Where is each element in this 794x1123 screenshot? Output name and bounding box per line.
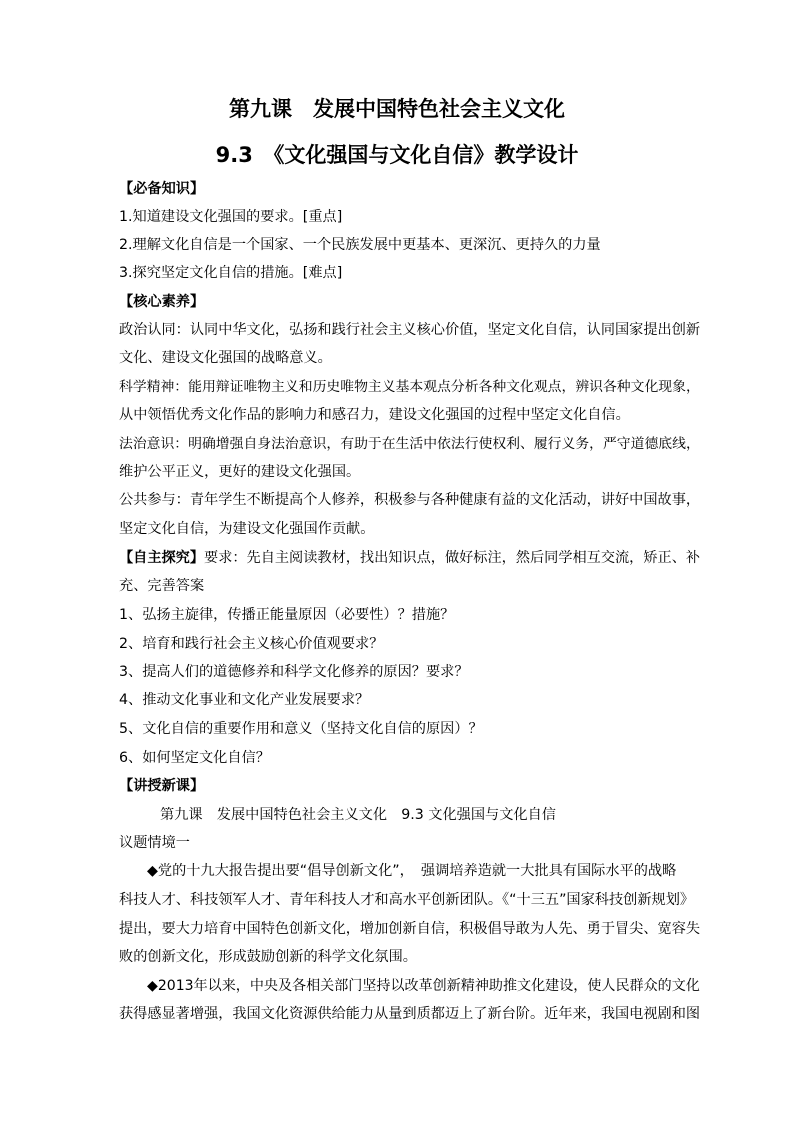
core-line-5: 法治意识：明确增强自身法治意识，有助于在生活中依法行使权利、履行义务，严守道德底线， <box>119 436 700 452</box>
scenario-label: 议题情境一 <box>119 835 190 851</box>
paragraph-1-line-4: 败的创新文化，形成鼓励创新的科学文化氛围。 <box>119 949 417 965</box>
self-study-requirement: 要求：先自主阅读教材，找出知识点，做好标注，然后同学相互交流，矫正、补 <box>204 550 701 566</box>
lecture-heading: 【讲授新课】 <box>119 778 205 794</box>
lesson-title: 第九课 发展中国特色社会主义文化 <box>229 97 565 121</box>
question-5: 5、文化自信的重要作用和意义（坚持文化自信的原因）？ <box>119 721 483 737</box>
question-3: 3、提高人们的道德修养和科学文化修养的原因？要求？ <box>119 664 469 680</box>
lecture-subtitle: 第九课 发展中国特色社会主义文化 9.3 文化强国与文化自信 <box>160 807 556 823</box>
question-6: 6、如何坚定文化自信？ <box>119 750 270 766</box>
core-line-8: 坚定文化自信，为建设文化强国作贡献。 <box>119 521 375 537</box>
core-literacy-heading: 【核心素养】 <box>119 294 205 310</box>
core-line-2: 文化、建设文化强国的战略意义。 <box>119 350 332 366</box>
paragraph-2-line-2: 获得感显著增强，我国文化资源供给能力从量到质都迈上了新台阶。近年来，我国电视剧和图 <box>119 1006 701 1022</box>
paragraph-2-line-1: ◆2013年以来，中央及各相关部门坚持以改革创新精神助推文化建设，使人民群众的文化 <box>147 978 700 994</box>
core-line-1: 政治认同：认同中华文化，弘扬和践行社会主义核心价值，坚定文化自信，认同国家提出创新 <box>119 322 701 338</box>
paragraph-1-line-3: 提出，要大力培育中国特色创新文化，增加创新自信，积极倡导敢为人先、勇于冒尖、宽容失 <box>119 921 701 937</box>
question-1: 1、弘扬主旋律，传播正能量原因（必要性）？措施？ <box>119 607 455 623</box>
core-line-3: 科学精神：能用辩证唯物主义和历史唯物主义基本观点分析各种文化观点，辨识各种文化现象， <box>119 379 700 395</box>
required-item-3: 3.探究坚定文化自信的措施。[难点] <box>119 265 343 281</box>
required-item-2: 2.理解文化自信是一个国家、一个民族发展中更基本、更深沉、更持久的力量 <box>119 237 601 253</box>
core-line-4: 从中领悟优秀文化作品的影响力和感召力，建设文化强国的过程中坚定文化自信。 <box>119 407 630 423</box>
required-item-1: 1.知道建设文化强国的要求。[重点] <box>119 209 343 225</box>
core-line-7: 公共参与：青年学生不断提高个人修养，积极参与各种健康有益的文化活动，讲好中国故事， <box>119 492 701 508</box>
question-4: 4、推动文化事业和文化产业发展要求？ <box>119 692 370 708</box>
design-title: 9.3 《文化强国与文化自信》教学设计 <box>215 143 579 167</box>
self-study-intro-line-2: 充、完善答案 <box>119 578 205 594</box>
core-line-6: 维护公平正义，更好的建设文化强国。 <box>119 464 361 480</box>
paragraph-1-line-2: 科技人才、科技领军人才、青年科技人才和高水平创新团队。《“十三五”国家科技创新规划》 <box>119 892 695 908</box>
self-study-intro <box>119 548 700 568</box>
question-2: 2、培育和践行社会主义核心价值观要求？ <box>119 636 384 652</box>
self-study-heading: 【自主探究】 <box>119 550 205 566</box>
required-knowledge-heading: 【必备知识】 <box>119 181 205 197</box>
paragraph-1-line-1: ◆党的十九大报告提出要“倡导创新文化”， 强调培养造就一大批具有国际水平的战略 <box>147 863 677 879</box>
